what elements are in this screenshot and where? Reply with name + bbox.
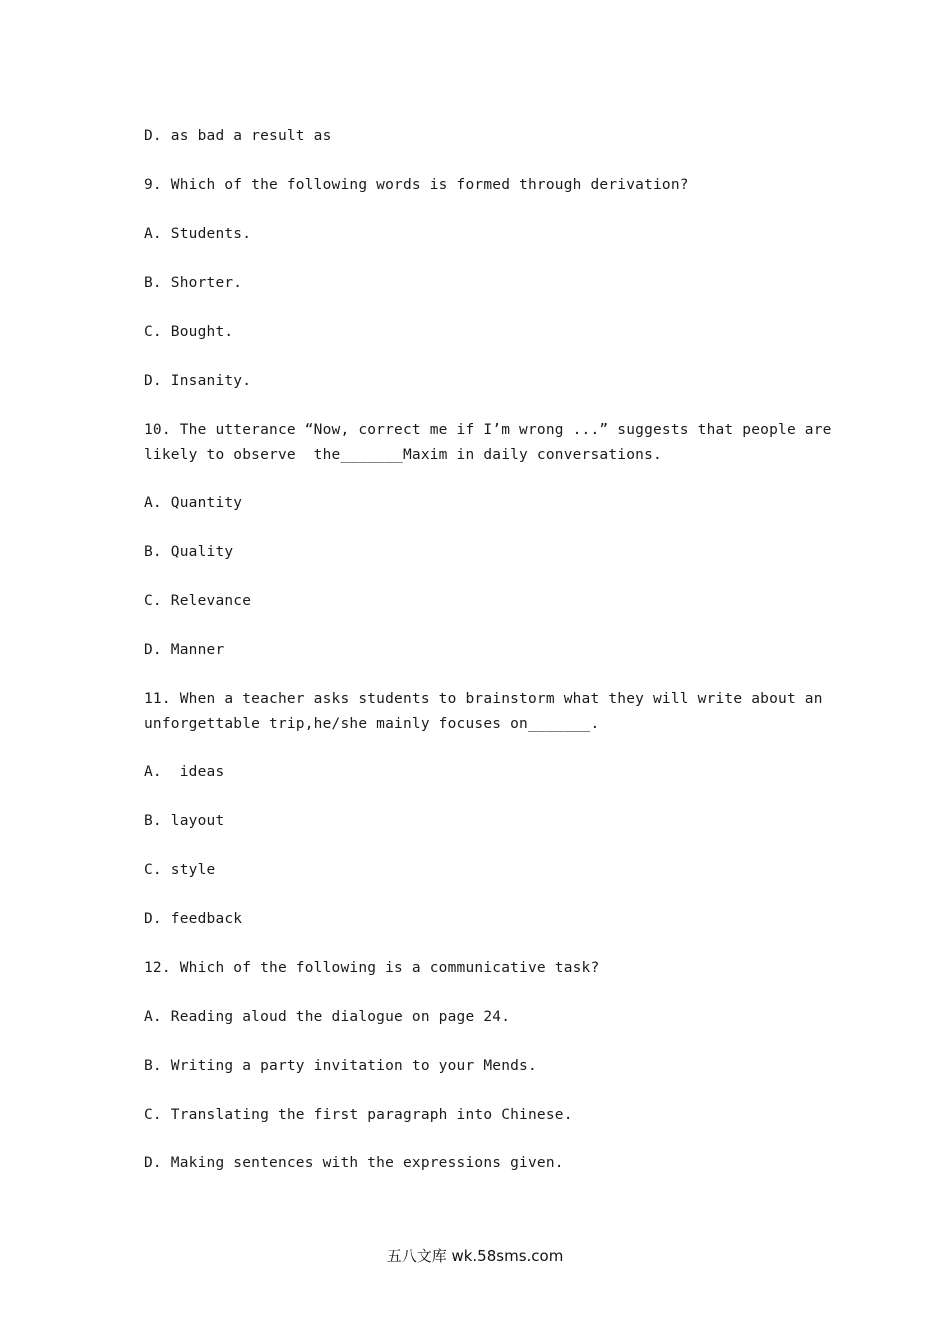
- q12-option-a: A. Reading aloud the dialogue on page 24.: [144, 1009, 511, 1025]
- q9-option-b: B. Shorter.: [144, 275, 243, 291]
- q11-stem-line1: 11. When a teacher asks students to brainstorm what they will write about an: [144, 691, 823, 707]
- q10-stem-line1: 10. The utterance “Now, correct me if I’m wrong ...” suggests that people are: [144, 422, 832, 438]
- q8-option-d: D. as bad a result as: [144, 128, 332, 144]
- footer-watermark: 五八文库 wk.58sms.com: [386, 1247, 564, 1265]
- q12-option-d: D. Making sentences with the expressions given.: [144, 1155, 564, 1171]
- q9-stem: 9. Which of the following words is formed through derivation?: [144, 177, 689, 193]
- q11-option-a: A. ideas: [144, 764, 225, 780]
- q10-option-c: C. Relevance: [144, 593, 252, 609]
- q12-option-b: B. Writing a party invitation to your Mends.: [144, 1058, 537, 1074]
- q10-option-a: A. Quantity: [144, 495, 243, 511]
- q10-option-b: B. Quality: [144, 544, 234, 560]
- q11-option-d: D. feedback: [144, 911, 243, 927]
- q11-stem-line2: unforgettable trip,he/she mainly focuses on_______.: [144, 716, 600, 732]
- q12-option-c: C. Translating the first paragraph into Chinese.: [144, 1107, 573, 1123]
- q9-option-a: A. Students.: [144, 226, 252, 242]
- q12-stem: 12. Which of the following is a communicative task?: [144, 960, 600, 976]
- q9-option-d: D. Insanity.: [144, 373, 252, 389]
- q10-stem-line2: likely to observe the_______Maxim in daily conversations.: [144, 447, 662, 463]
- q11-option-c: C. style: [144, 862, 216, 878]
- q11-option-b: B. layout: [144, 813, 225, 829]
- q10-option-d: D. Manner: [144, 642, 225, 658]
- q9-option-c: C. Bought.: [144, 324, 234, 340]
